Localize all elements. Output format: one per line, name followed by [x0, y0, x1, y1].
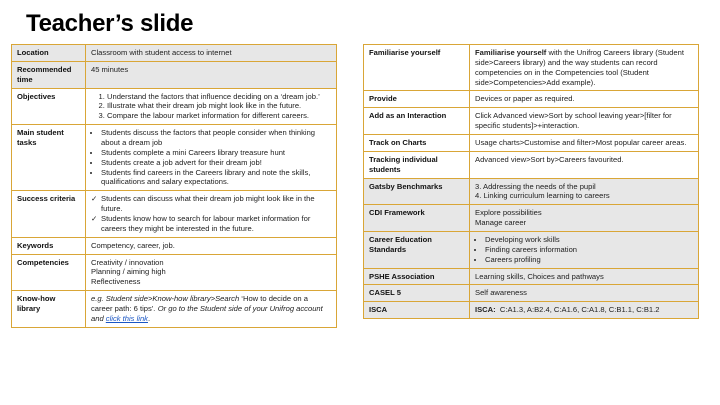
- keywords-label: Keywords: [12, 237, 86, 254]
- isca-bold: ISCA:: [475, 305, 496, 315]
- pshe-label: PSHE Association: [364, 268, 470, 285]
- list-item: • Students complete a mini Careers library treasure hunt: [101, 148, 331, 158]
- competency-line: Creativity / innovation: [91, 257, 164, 267]
- table-row-keywords: [12, 237, 337, 254]
- teacher-guidance-table: [363, 44, 699, 319]
- knowhow-end: .: [147, 313, 151, 323]
- cdi-value: [470, 205, 699, 232]
- familiarise-text: with the Unifrog Careers library (Student side>Careers library) and the way students can record competencies on in the Competencies tool (Student side>Competencies>Add example).: [475, 48, 684, 87]
- provide-label: Provide: [364, 91, 470, 108]
- familiarise-value: [470, 45, 699, 91]
- tracking-value: Advanced view>Sort by>Careers favourited.: [470, 151, 699, 178]
- competencies-label: Competencies: [12, 254, 86, 291]
- table-row-isca: [364, 302, 699, 319]
- table-row-familiarise: [364, 45, 699, 91]
- interaction-value: Click Advanced view>Sort by school leaving year>[filter for specific students]>+interaction.: [470, 108, 699, 135]
- table-row-provide: [364, 91, 699, 108]
- table-row-time: [12, 61, 337, 88]
- competencies-value: [86, 254, 337, 291]
- keywords-value: Competency, career, job.: [86, 237, 337, 254]
- table-row-interaction: [364, 108, 699, 135]
- familiarise-label: Familiarise yourself: [364, 45, 470, 91]
- knowhow-quote: ‘How to decide on a career path: 6 tips’: [91, 294, 308, 314]
- interaction-label: Add as an Interaction: [364, 108, 470, 135]
- list-item: 3. Compare the labour market information for different careers.: [107, 111, 331, 121]
- tracking-label: Tracking individual students: [364, 151, 470, 178]
- table-row-charts: [364, 135, 699, 152]
- list-item-text: Students know how to search for labour market information for careers they might be interested in the future.: [101, 214, 311, 233]
- table-row-competencies: [12, 254, 337, 291]
- charts-label: Track on Charts: [364, 135, 470, 152]
- cdi-label: CDI Framework: [364, 205, 470, 232]
- table-row-tracking: [364, 151, 699, 178]
- competency-line: Planning / aiming high: [91, 267, 166, 277]
- list-item: 1. Understand the factors that influence deciding on a ‘dream job.’: [107, 92, 331, 102]
- gatsby-value: [470, 178, 699, 205]
- gatsby-label: Gatsby Benchmarks: [364, 178, 470, 205]
- list-item: • Finding careers information: [485, 245, 693, 255]
- list-item: 2. Illustrate what their dream job might look like in the future.: [107, 101, 331, 111]
- table-row-objectives: [12, 88, 337, 125]
- list-item: • Students create a job advert for their dream job!: [101, 158, 331, 168]
- familiarise-bold: Familiarise yourself: [475, 48, 547, 57]
- tasks-value: [86, 125, 337, 191]
- tasks-list: [91, 128, 331, 187]
- checkmark-icon: ✓: [91, 194, 98, 204]
- time-label: Recommended time: [12, 61, 86, 88]
- checkmark-icon: ✓: [91, 214, 98, 224]
- knowhow-path: e.g. Student side>Know-how library>Search: [91, 294, 242, 304]
- list-item: [91, 214, 331, 234]
- isca-value: [470, 302, 699, 319]
- ces-list: [475, 235, 693, 265]
- location-label: Location: [12, 45, 86, 62]
- isca-label: ISCA: [364, 302, 470, 319]
- list-item-text: Students can discuss what their dream job might look like in the future.: [101, 194, 315, 214]
- list-item: • Careers profiling: [485, 255, 693, 265]
- table-row-success: [12, 191, 337, 237]
- casel-label: CASEL 5: [364, 285, 470, 302]
- success-list: [91, 194, 331, 233]
- charts-value: Usage charts>Customise and filter>Most popular career areas.: [470, 135, 699, 152]
- knowhow-value: [86, 291, 337, 328]
- location-value: Classroom with student access to internet: [86, 45, 337, 62]
- table-row-gatsby: [364, 178, 699, 205]
- time-value: 45 minutes: [86, 61, 337, 88]
- competency-line: Reflectiveness: [91, 277, 141, 287]
- table-row-location: [12, 45, 337, 62]
- ces-value: [470, 232, 699, 269]
- provide-value: Devices or paper as required.: [470, 91, 699, 108]
- gatsby-line: 4. Linking curriculum learning to careers: [475, 191, 610, 201]
- objectives-label: Objectives: [12, 88, 86, 125]
- knowhow-instruction: . Or go to the Student side of your Unifrog account and: [91, 304, 323, 323]
- list-item: • Students find careers in the Careers library and note the skills, qualifications and salary expectations.: [101, 168, 331, 188]
- list-item: • Developing work skills: [485, 235, 693, 245]
- list-item: [91, 194, 331, 214]
- page-title: Teacher’s slide: [26, 10, 194, 37]
- click-this-link[interactable]: click this link: [105, 313, 148, 323]
- lesson-details-table: [11, 44, 337, 328]
- casel-value: Self awareness: [470, 285, 699, 302]
- cdi-line: Manage career: [475, 218, 527, 228]
- table-row-ces: [364, 232, 699, 269]
- pshe-value: Learning skills, Choices and pathways: [470, 268, 699, 285]
- knowhow-label: Know-how library: [12, 291, 86, 328]
- list-item: • Students discuss the factors that people consider when thinking about a dream job: [101, 128, 331, 148]
- table-row-casel: [364, 285, 699, 302]
- tasks-label: Main student tasks: [12, 125, 86, 191]
- objectives-value: [86, 88, 337, 125]
- success-label: Success criteria: [12, 191, 86, 237]
- gatsby-line: 3. Addressing the needs of the pupil: [475, 181, 596, 191]
- isca-codes: C:A1.3, A:B2.4, C:A1.6, C:A1.8, C:B1.1, C:B1.2: [495, 305, 660, 315]
- cdi-line: Explore possibilities: [475, 208, 542, 218]
- table-row-tasks: [12, 125, 337, 191]
- table-row-pshe: [364, 268, 699, 285]
- success-value: [86, 191, 337, 237]
- objectives-list: [91, 92, 331, 122]
- table-row-knowhow: [12, 291, 337, 328]
- table-row-cdi: [364, 205, 699, 232]
- ces-label: Career Education Standards: [364, 232, 470, 269]
